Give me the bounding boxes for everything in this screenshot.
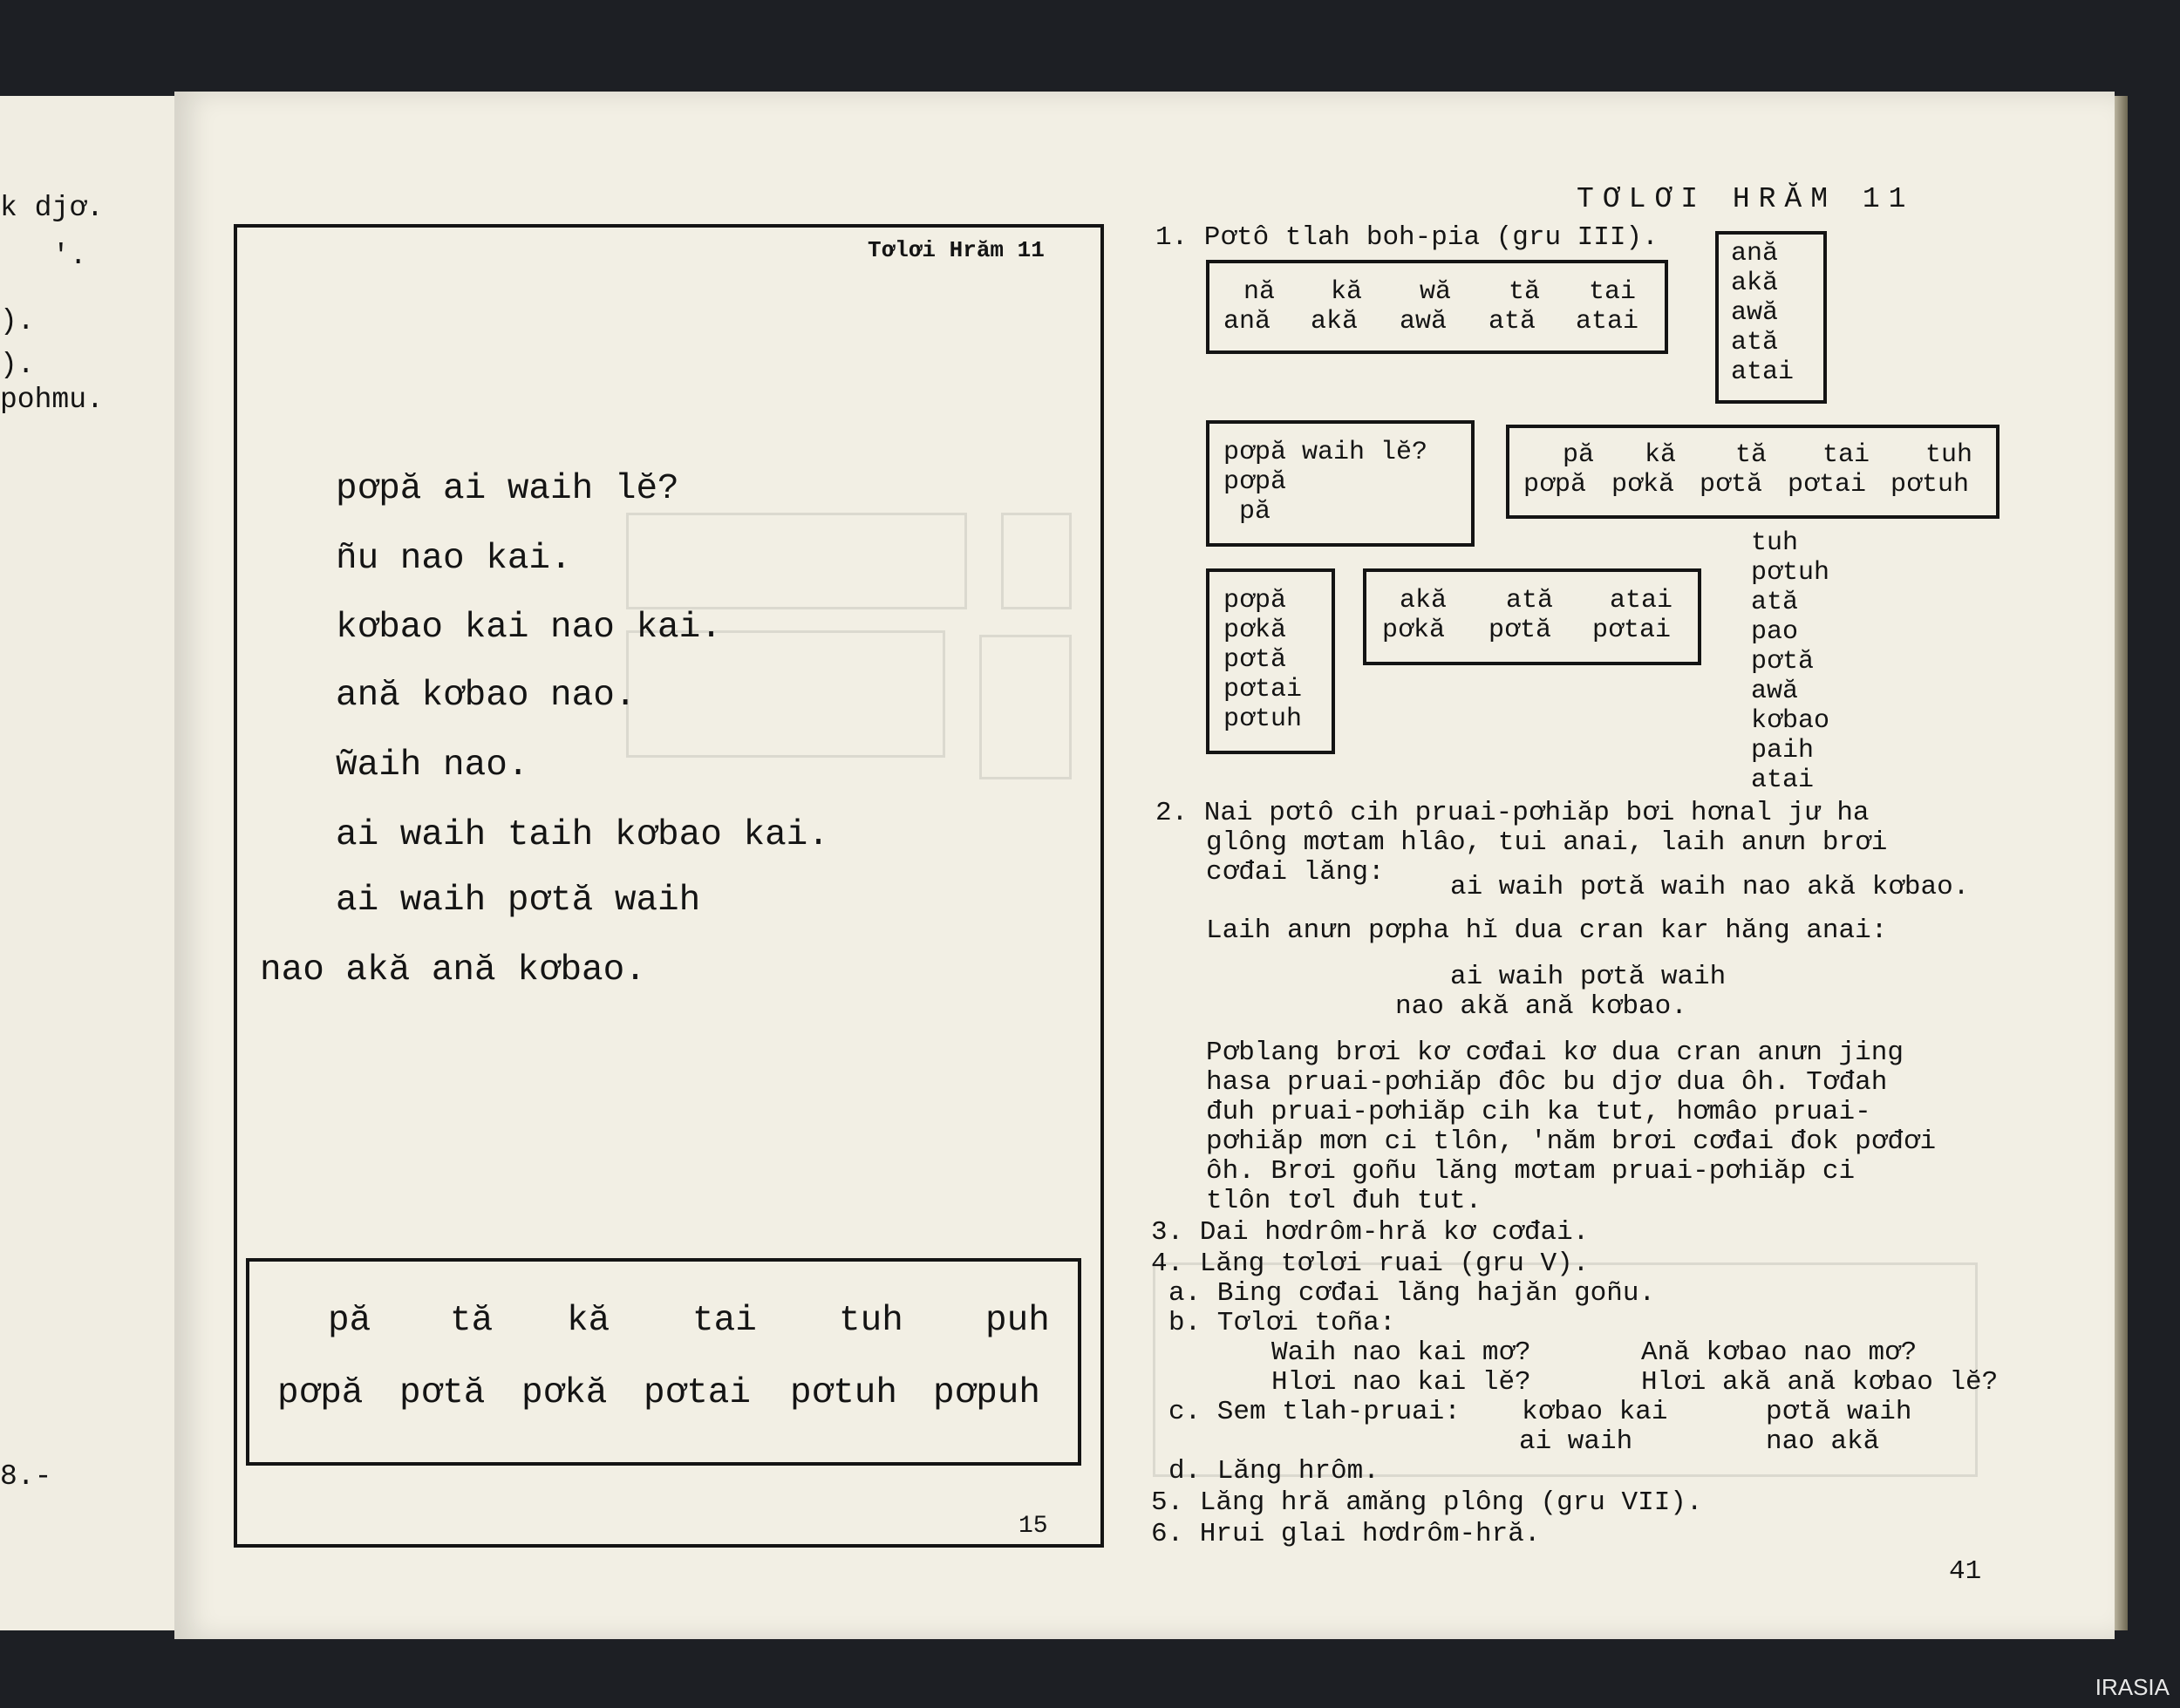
example-sentence: ai waih pơtă waih nao akă kơbao. bbox=[1450, 872, 1970, 902]
syllable: atai bbox=[1610, 586, 1673, 616]
paragraph-line: pơhiăp mơn ci tlôn, 'năm brơi cơđai đok pơđơi bbox=[1206, 1126, 1937, 1157]
syllable: pơtuh bbox=[790, 1373, 898, 1413]
syllable: pơpă bbox=[277, 1373, 364, 1413]
syllable: tuh bbox=[1925, 440, 1973, 470]
syllable: akă bbox=[1311, 307, 1359, 337]
syllable: pơkă bbox=[1223, 616, 1287, 645]
lesson-line: ai waih pơtă waih bbox=[336, 881, 701, 921]
item-4a: a. Bing cơđai lăng hajăn goñu. bbox=[1168, 1278, 1656, 1309]
lesson-line: kơbao kai nao kai. bbox=[336, 608, 722, 648]
syllable: pơtai bbox=[1223, 675, 1303, 704]
syllable: tai bbox=[692, 1301, 757, 1341]
syllable: tai bbox=[1589, 277, 1637, 307]
page-number: 41 bbox=[1949, 1556, 1982, 1587]
syllable: ană bbox=[1223, 307, 1271, 337]
paragraph-line: đuh pruai-pơhiăp cih ka tut, hơmâo pruai- bbox=[1206, 1097, 1871, 1127]
item-2-line: cơđai lăng: bbox=[1206, 857, 1385, 888]
syllable: pơtuh bbox=[1890, 470, 1970, 500]
item-3: 3. Dai hơdrôm-hră kơ cơđai. bbox=[1151, 1217, 1590, 1248]
page-header: TƠLƠI HRĂM 11 bbox=[1577, 183, 1915, 215]
syllable: tă bbox=[1509, 277, 1541, 307]
syllable: pơtă bbox=[1489, 616, 1552, 645]
syllable: tuh bbox=[839, 1301, 903, 1341]
word-list-item: pơtă bbox=[1751, 647, 1815, 677]
syllable: pơpă bbox=[1223, 467, 1287, 497]
syllable: pơpuh bbox=[933, 1373, 1041, 1413]
syllable: tă bbox=[450, 1301, 494, 1341]
watermark: IRASIA bbox=[2095, 1674, 2170, 1700]
syllable: pơtai bbox=[1592, 616, 1672, 645]
word-list-item: tuh bbox=[1751, 528, 1799, 558]
syllable: pơtă bbox=[1223, 645, 1287, 675]
syllable: tă bbox=[1735, 440, 1768, 470]
example-line: ai waih pơtă waih bbox=[1450, 962, 1727, 992]
syllable: pơkă bbox=[1382, 616, 1446, 645]
paragraph-line: hasa pruai-pơhiăp đôc bu djơ dua ôh. Tơđah bbox=[1206, 1067, 1888, 1098]
syllable: pơtai bbox=[644, 1373, 752, 1413]
syllable: ată bbox=[1506, 586, 1554, 616]
item-4d: d. Lăng hrôm. bbox=[1168, 1456, 1380, 1487]
syllable: atai bbox=[1731, 357, 1795, 387]
syllable-box bbox=[246, 1258, 1081, 1466]
syllable: pơkă bbox=[521, 1373, 608, 1413]
syllable: wă bbox=[1420, 277, 1452, 307]
item-2-line: glông mơtam hlâo, tui anai, laih anưn brơi bbox=[1206, 827, 1888, 858]
lesson-line: pơpă ai waih lĕ? bbox=[336, 469, 679, 509]
word-list-item: ată bbox=[1751, 588, 1799, 617]
syllable: atai bbox=[1576, 307, 1639, 337]
word-list-item: awă bbox=[1751, 677, 1799, 706]
syllable: pă bbox=[1239, 497, 1271, 527]
word-list-item: kơbao bbox=[1751, 706, 1830, 736]
syllable: pơkă bbox=[1611, 470, 1675, 500]
syllable: kă bbox=[1331, 277, 1363, 307]
fragment-text: k djơ. bbox=[0, 192, 104, 224]
syllable: pơtuh bbox=[1223, 704, 1303, 734]
fragment-text: ). bbox=[0, 305, 35, 337]
paragraph-line: tlôn tơl đuh tut. bbox=[1206, 1186, 1482, 1216]
question: Hlơi nao kai lĕ? bbox=[1271, 1367, 1531, 1398]
fragment-text: '. bbox=[52, 240, 87, 272]
word-list-item: pao bbox=[1751, 617, 1799, 647]
item-4: 4. Lăng tơlơi ruai (gru V). bbox=[1151, 1249, 1590, 1279]
syllable: ată bbox=[1489, 307, 1536, 337]
paragraph-line: Pơblang brơi kơ cơđai kơ dua cran anưn jing bbox=[1206, 1038, 1904, 1068]
item-5: 5. Lăng hră amăng plông (gru VII). bbox=[1151, 1487, 1703, 1518]
syllable: pơtai bbox=[1788, 470, 1867, 500]
lesson-line: ñu nao kai. bbox=[336, 539, 572, 579]
fragment-text: ). bbox=[0, 349, 35, 381]
practice-phrase: nao akă bbox=[1766, 1426, 1880, 1457]
syllable: awă bbox=[1400, 307, 1448, 337]
lesson-line: ai waih taih kơbao kai. bbox=[336, 815, 829, 855]
syllable: kă bbox=[567, 1301, 610, 1341]
syllable: pơpă bbox=[1223, 586, 1287, 616]
item-6: 6. Hrui glai hơdrôm-hră. bbox=[1151, 1519, 1541, 1549]
practice-phrase: kơbao kai bbox=[1522, 1397, 1668, 1427]
syllable: akă bbox=[1400, 586, 1448, 616]
syllable: pơpă waih lĕ? bbox=[1223, 438, 1428, 467]
word-list-item: atai bbox=[1751, 766, 1815, 795]
syllable: nă bbox=[1243, 277, 1276, 307]
item-4b: b. Tơlơi toña: bbox=[1168, 1308, 1396, 1338]
fragment-text: 8.- bbox=[0, 1460, 52, 1493]
syllable: tai bbox=[1822, 440, 1870, 470]
syllable: kă bbox=[1645, 440, 1677, 470]
practice-phrase: ai waih bbox=[1519, 1426, 1633, 1457]
syllable: pă bbox=[1563, 440, 1595, 470]
lesson-line: nao akă ană kơbao. bbox=[260, 950, 646, 990]
syllable: akă bbox=[1731, 269, 1779, 298]
syllable: puh bbox=[985, 1301, 1050, 1341]
practice-phrase: pơtă waih bbox=[1766, 1397, 1912, 1427]
question: Hlơi akă ană kơbao lĕ? bbox=[1641, 1367, 1999, 1398]
syllable: ană bbox=[1731, 239, 1779, 269]
book-spine bbox=[2115, 96, 2128, 1630]
paragraph-line: ôh. Brơi goñu lăng mơtam pruai-pơhiăp ci bbox=[1206, 1156, 1856, 1187]
syllable: pă bbox=[328, 1301, 371, 1341]
sheet-page-number: 15 bbox=[1018, 1513, 1048, 1540]
word-list-item: paih bbox=[1751, 736, 1815, 766]
item-2-line: 2. Nai pơtô cih pruai-pơhiăp bơi hơnal jư ha bbox=[1155, 798, 1870, 828]
word-list-item: pơtuh bbox=[1751, 558, 1830, 588]
item-4c: c. Sem tlah-pruai: bbox=[1168, 1397, 1461, 1427]
syllable: awă bbox=[1731, 298, 1779, 328]
question: Waih nao kai mơ? bbox=[1271, 1337, 1531, 1368]
item-1: 1. Pơtô tlah boh-pia (gru III). bbox=[1155, 222, 1659, 253]
previous-page-edge bbox=[0, 96, 185, 1630]
syllable: pơtă bbox=[1700, 470, 1763, 500]
syllable: ată bbox=[1731, 328, 1779, 357]
example-line: nao akă ană kơbao. bbox=[1395, 991, 1687, 1022]
sheet-header: Tơlơi Hrăm 11 bbox=[868, 237, 1045, 263]
syllable: pơpă bbox=[1523, 470, 1587, 500]
lesson-line: ană kơbao nao. bbox=[336, 676, 637, 716]
fragment-text: pohmu. bbox=[0, 384, 104, 416]
instruction-line: Laih anưn pơpha hĭ dua cran kar hăng anai: bbox=[1206, 915, 1888, 946]
syllable: pơtă bbox=[399, 1373, 486, 1413]
lesson-line: w̃aih nao. bbox=[336, 745, 529, 786]
question: Ană kơbao nao mơ? bbox=[1641, 1337, 1918, 1368]
